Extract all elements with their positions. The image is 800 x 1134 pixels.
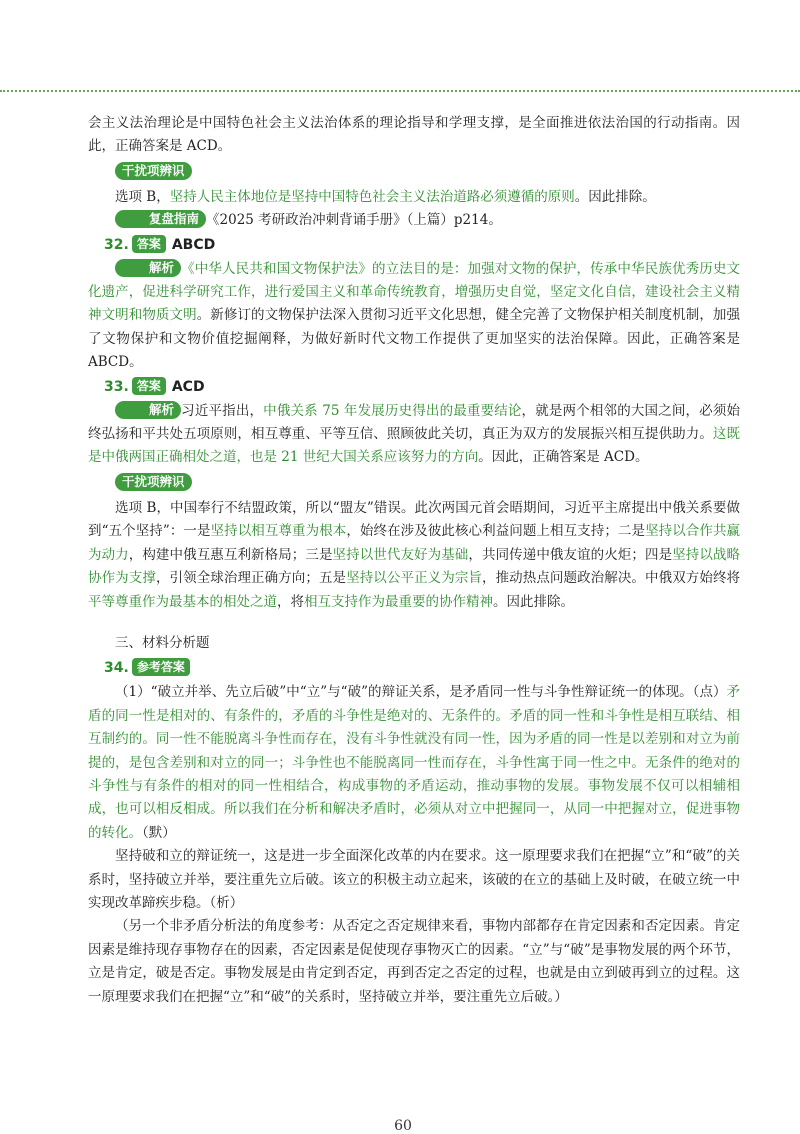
answer-tag: 答案 (132, 377, 166, 395)
question-33-header (104, 376, 740, 399)
answer-value: ABCD (171, 236, 216, 253)
distractor-tag: 干扰项辨识 (115, 473, 192, 491)
analysis-text: 。因此，正确答案是 ACD。 (478, 449, 649, 466)
review-paragraph (88, 209, 740, 232)
analysis-tag: 解析 (115, 259, 181, 277)
distractor-text: 。因此排除。 (574, 188, 656, 205)
answer-highlight: 矛盾的同一性是相对的、有条件的，矛盾的斗争性是绝对的、无条件的。矛盾的同一性和斗争性是相互联结、相互制约的。同一性不能脱离斗争性而存在，没有斗争性就没有同一性，因为矛盾的同一性是以差别和对立为前提的，是包含差别和对立的同一；斗争性也不能脱离同一性而存在，斗争性寓于同一性之中。无条件的绝对的斗争性与有条件的相对的同一性相结合，构成事物的矛盾运动，推动事物的发展。事物发展不仅可以相辅相成，也可以相反相成。所以我们在分析和解决矛盾时，必须从对立中把握同一，从同一中把握对立，促进事物的转化。 (88, 684, 740, 841)
distractor-tag: 干扰项辨识 (115, 162, 192, 180)
distractor-text: 。因此排除。 (493, 593, 574, 610)
question-34-paragraph-1 (88, 681, 740, 845)
question-number: 33. (104, 378, 129, 395)
analysis-highlight: 《中华人民共和国文物保护法》的立法目的是：加强对文物的保护，传承中华民族优秀历史文化遗产，促进科学研究工作，进行爱国主义和革命传统教育，增强历史自觉，坚定文化自信，建设社会主义精神文明和物质文明 (88, 260, 740, 324)
intro-paragraph: 会主义法治理论是中国特色社会主义法治体系的理论指导和学理支撑，是全面推进依法治国的行动指南。因此，正确答案是 ACD。 (88, 115, 740, 155)
distractor-highlight: 坚持以战略协作为支撑 (88, 546, 741, 587)
question-number: 34. (104, 660, 129, 677)
question-number: 32. (104, 236, 129, 253)
analysis-tag: 解析 (115, 401, 181, 419)
analysis-highlight: 中俄关系 75 年发展历史得出的最重要结论 (263, 402, 522, 419)
distractor-text: ，构建中俄互惠互利新格局；三是 (128, 546, 333, 563)
review-tag: 复盘指南 (115, 210, 206, 228)
question-32-header (104, 234, 740, 257)
section-title: 三、材料分析题 (115, 634, 210, 651)
intro-distractor-tag-row (115, 161, 740, 184)
analysis-text: 。新修订的文物保护法深入贯彻习近平文化思想，健全完善了文物保护相关制度机制，加强了文物保护和文物价值挖掘阐释，为做好新时代文物工作提供了更加坚实的法治保障。因此，正确答案是 ABCD。 (88, 307, 741, 371)
distractor-highlight: 相互支持作为最重要的协作精神 (304, 593, 493, 610)
answer-text: （1）“破立并举、先立后破”中“立”与“破”的辩证关系，是矛盾同一性与斗争性辩证统一的体现。（点） (115, 684, 727, 701)
distractor-text: ，将 (277, 593, 304, 610)
question-33-distractor-tag-row (115, 472, 740, 495)
page-content (88, 112, 740, 1009)
header-dotted-rule (0, 90, 800, 92)
distractor-text: ，始终在涉及彼此核心利益问题上相互支持；二是 (346, 523, 646, 540)
distractor-highlight: 坚持以世代友好为基础 (332, 546, 469, 563)
distractor-highlight: 坚持以公平正义为宗旨 (346, 570, 482, 587)
review-text: 《2025 考研政治冲刺背诵手册》（上篇）p214。 (206, 212, 502, 229)
question-34-header (104, 657, 740, 680)
answer-value: ACD (171, 378, 205, 395)
distractor-text: ，推动热点问题政治解决。中俄双方始终将 (482, 570, 741, 587)
intro-distractor-paragraph (88, 186, 740, 209)
page-number: 60 (394, 1118, 412, 1134)
distractor-highlight: 坚持以相互尊重为根本 (210, 523, 347, 540)
question-34-paragraph-3: （另一个非矛盾分析法的角度参考：从否定之否定规律来看，事物内部都存在肯定因素和否定因素。肯定因素是维持现存事物存在的因素，否定因素是促使现存事物灭亡的因素。“立”与“破”是事物发展的两个环节，立是肯定，破是否定。事物发展是由肯定到否定，再到否定之否定的过程，也就是由立到破再到立的过程。这一原理要求我们在把握“立”和“破”的关系时，坚持破立并举，要注重先立后破。） (88, 918, 740, 1005)
question-34-paragraph-2: 坚持破和立的辩证统一，这是进一步全面深化改革的内在要求。这一原理要求我们在把握“立”和“破”的关系时，坚持破立并举，要注重先立后破。该立的积极主动立起来，该破的在立的基础上及时破，在破立统一中实现改革蹄疾步稳。（析） (88, 848, 740, 911)
distractor-text: ，引领全球治理正确方向；五是 (155, 570, 347, 587)
analysis-text: 习近平指出， (181, 402, 264, 419)
reference-answer-tag: 参考答案 (132, 658, 190, 676)
distractor-highlight: 坚持以合作共赢为动力 (88, 523, 741, 563)
question-32-analysis (88, 258, 740, 375)
answer-text: （默） (142, 824, 176, 841)
analysis-text: ，就是两个相邻的大国之间，必须始终弘扬和平共处五项原则，相互尊重、平等互信、照顾彼此关切，真正为双方的发展振兴相互提供助力。 (88, 402, 741, 443)
answer-tag: 答案 (132, 235, 166, 253)
question-33-distractor-paragraph (88, 497, 740, 614)
distractor-highlight: 坚持人民主体地位是坚持中国特色社会主义法治道路必须遵循的原则 (169, 188, 575, 205)
distractor-text: ，共同传递中俄友谊的火炬；四是 (468, 546, 673, 563)
analysis-highlight: 这既是中俄两国正确相处之道，也是 21 世纪大国关系应该努力的方向 (88, 426, 741, 466)
distractor-highlight: 平等尊重作为最基本的相处之道 (88, 593, 277, 610)
distractor-text: 选项 B，中国奉行不结盟政策，所以“盟友”错误。此次两国元首会晤期间，习近平主席提出中俄关系要做到“五个坚持”：一是 (88, 499, 740, 540)
question-33-analysis (88, 400, 740, 470)
distractor-text: 选项 B， (115, 188, 170, 205)
